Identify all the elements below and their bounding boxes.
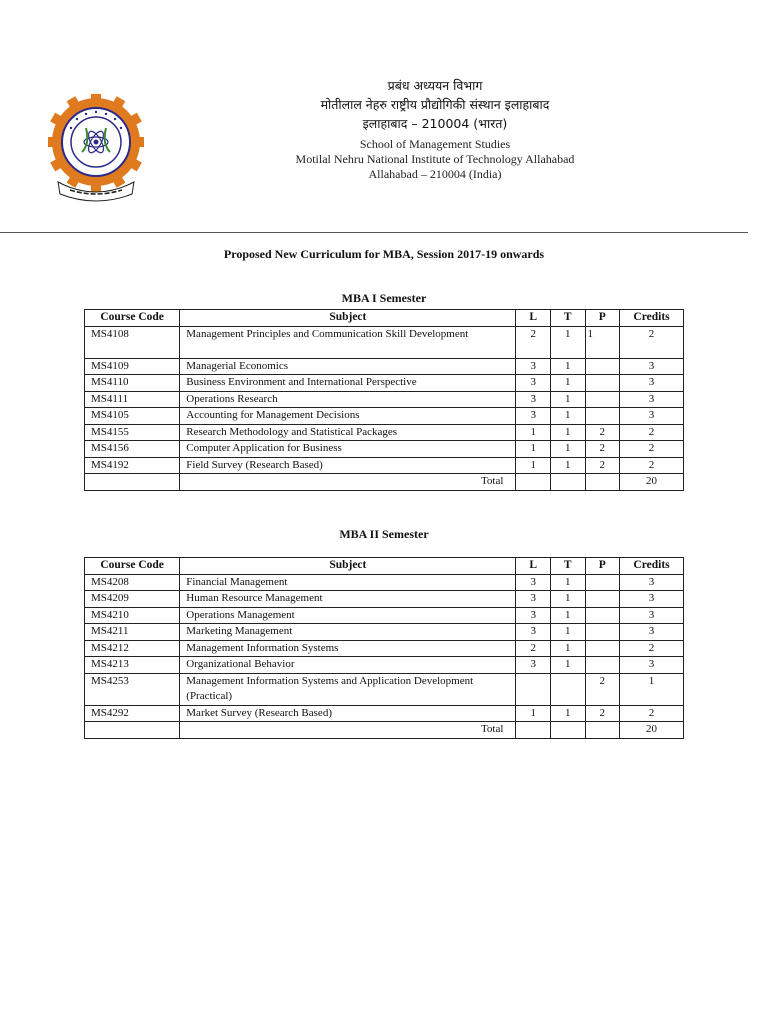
- semester-2-title: MBA II Semester: [339, 527, 429, 541]
- table-row: [85, 574, 684, 591]
- school-name: School of Management Studies: [359, 137, 511, 151]
- empty-cell: [585, 474, 620, 491]
- practical-hours: [585, 657, 620, 674]
- tutorial-hours: 1: [550, 358, 585, 375]
- empty-cell: [516, 474, 551, 491]
- column-header: L: [516, 558, 551, 575]
- course-subject: Business Environment and International Perspective: [180, 375, 516, 392]
- letterhead: [0, 0, 768, 232]
- course-subject: Accounting for Management Decisions: [180, 408, 516, 425]
- empty-cell: [85, 722, 180, 739]
- practical-hours: 2: [585, 441, 620, 458]
- table-row: [85, 673, 684, 705]
- table-row: [85, 657, 684, 674]
- course-subject: Market Survey (Research Based): [180, 705, 516, 722]
- credits: 3: [620, 358, 684, 375]
- total-row: [85, 474, 684, 491]
- credits: 3: [620, 607, 684, 624]
- column-header: Course Code: [85, 558, 180, 575]
- empty-cell: [550, 474, 585, 491]
- table-row: [85, 358, 684, 375]
- column-header: T: [550, 558, 585, 575]
- tutorial-hours: 1: [550, 441, 585, 458]
- credits: 2: [620, 441, 684, 458]
- lecture-hours: 2: [516, 326, 551, 358]
- credits: 2: [620, 640, 684, 657]
- tutorial-hours: 1: [550, 591, 585, 608]
- course-code: MS4110: [85, 375, 180, 392]
- table-row: [85, 408, 684, 425]
- practical-hours: [585, 391, 620, 408]
- header-divider: [0, 232, 748, 233]
- tutorial-hours: 1: [550, 640, 585, 657]
- lecture-hours: 1: [516, 457, 551, 474]
- empty-cell: [550, 722, 585, 739]
- hindi-address: इलाहाबाद – 210004 (भारत): [362, 116, 508, 131]
- course-subject: Marketing Management: [180, 624, 516, 641]
- practical-hours: 2: [585, 705, 620, 722]
- lecture-hours: 3: [516, 657, 551, 674]
- lecture-hours: 3: [516, 391, 551, 408]
- practical-hours: 2: [585, 424, 620, 441]
- column-header: Subject: [180, 310, 516, 327]
- lecture-hours: 3: [516, 408, 551, 425]
- course-subject: Financial Management: [180, 574, 516, 591]
- tutorial-hours: 1: [550, 457, 585, 474]
- course-code: MS4212: [85, 640, 180, 657]
- lecture-hours: 2: [516, 640, 551, 657]
- table-row: [85, 375, 684, 392]
- tutorial-hours: 1: [550, 391, 585, 408]
- lecture-hours: 3: [516, 607, 551, 624]
- course-code: MS4111: [85, 391, 180, 408]
- course-subject: Management Information Systems and Application Development (Practical): [180, 673, 516, 705]
- table-row: [85, 640, 684, 657]
- course-code: MS4156: [85, 441, 180, 458]
- practical-hours: [585, 358, 620, 375]
- credits: 3: [620, 624, 684, 641]
- practical-hours: 1: [585, 326, 620, 358]
- course-subject: Field Survey (Research Based): [180, 457, 516, 474]
- course-code: MS4209: [85, 591, 180, 608]
- table-header-row: [85, 558, 684, 575]
- tutorial-hours: 1: [550, 408, 585, 425]
- lecture-hours: 3: [516, 574, 551, 591]
- lecture-hours: 1: [516, 424, 551, 441]
- tutorial-hours: 1: [550, 705, 585, 722]
- credits: 1: [620, 673, 684, 705]
- credits: 3: [620, 408, 684, 425]
- table-row: [85, 441, 684, 458]
- table-row: [85, 624, 684, 641]
- table-row: [85, 591, 684, 608]
- column-header: Credits: [620, 558, 684, 575]
- tutorial-hours: 1: [550, 326, 585, 358]
- hindi-institute-name: मोतीलाल नेहरु राष्ट्रीय प्रौद्योगिकी संस्थान इलाहाबाद: [320, 97, 550, 112]
- practical-hours: 2: [585, 673, 620, 705]
- course-code: MS4155: [85, 424, 180, 441]
- course-code: MS4108: [85, 326, 180, 358]
- course-subject: Management Information Systems: [180, 640, 516, 657]
- tutorial-hours: 1: [550, 607, 585, 624]
- practical-hours: [585, 574, 620, 591]
- total-credits: 20: [620, 474, 684, 491]
- semester-2-table: [84, 557, 684, 739]
- credits: 2: [620, 424, 684, 441]
- empty-cell: [85, 474, 180, 491]
- table-header-row: [85, 310, 684, 327]
- total-label: Total: [180, 474, 516, 491]
- course-subject: Operations Management: [180, 607, 516, 624]
- course-code: MS4105: [85, 408, 180, 425]
- table-row: [85, 391, 684, 408]
- column-header: P: [585, 558, 620, 575]
- lecture-hours: 3: [516, 358, 551, 375]
- course-subject: Management Principles and Communication Skill Development: [180, 326, 516, 358]
- institute-address: Allahabad – 210004 (India): [368, 167, 502, 181]
- total-row: [85, 722, 684, 739]
- practical-hours: [585, 624, 620, 641]
- credits: 3: [620, 591, 684, 608]
- course-code: MS4210: [85, 607, 180, 624]
- credits: 3: [620, 375, 684, 392]
- practical-hours: [585, 640, 620, 657]
- hindi-dept-name: प्रबंध अध्ययन विभाग: [387, 78, 483, 93]
- lecture-hours: 3: [516, 624, 551, 641]
- practical-hours: [585, 375, 620, 392]
- semester-1-table: [84, 309, 684, 491]
- column-header: P: [585, 310, 620, 327]
- semester-1-title: MBA I Semester: [341, 291, 427, 305]
- course-subject: Computer Application for Business: [180, 441, 516, 458]
- lecture-hours: 1: [516, 441, 551, 458]
- tutorial-hours: 1: [550, 375, 585, 392]
- practical-hours: [585, 408, 620, 425]
- column-header: T: [550, 310, 585, 327]
- table-row: [85, 326, 684, 358]
- lecture-hours: 1: [516, 705, 551, 722]
- course-code: MS4292: [85, 705, 180, 722]
- credits: 3: [620, 574, 684, 591]
- tutorial-hours: 1: [550, 624, 585, 641]
- document-title: Proposed New Curriculum for MBA, Session 2017-19 onwards: [223, 247, 545, 261]
- column-header: Subject: [180, 558, 516, 575]
- practical-hours: [585, 607, 620, 624]
- column-header: Credits: [620, 310, 684, 327]
- course-code: MS4253: [85, 673, 180, 705]
- lecture-hours: 3: [516, 591, 551, 608]
- course-code: MS4213: [85, 657, 180, 674]
- column-header: L: [516, 310, 551, 327]
- course-code: MS4192: [85, 457, 180, 474]
- course-code: MS4208: [85, 574, 180, 591]
- practical-hours: [585, 591, 620, 608]
- course-subject: Human Resource Management: [180, 591, 516, 608]
- credits: 2: [620, 457, 684, 474]
- table-row: [85, 424, 684, 441]
- tutorial-hours: 1: [550, 657, 585, 674]
- credits: 2: [620, 705, 684, 722]
- credits: 2: [620, 326, 684, 358]
- course-code: MS4211: [85, 624, 180, 641]
- total-credits: 20: [620, 722, 684, 739]
- credits: 3: [620, 391, 684, 408]
- institute-name: Motilal Nehru National Institute of Technology Allahabad: [295, 152, 575, 166]
- course-subject: Research Methodology and Statistical Packages: [180, 424, 516, 441]
- course-subject: Managerial Economics: [180, 358, 516, 375]
- practical-hours: 2: [585, 457, 620, 474]
- empty-cell: [585, 722, 620, 739]
- total-label: Total: [180, 722, 516, 739]
- course-subject: Organizational Behavior: [180, 657, 516, 674]
- credits: 3: [620, 657, 684, 674]
- table-row: [85, 705, 684, 722]
- tutorial-hours: 1: [550, 574, 585, 591]
- lecture-hours: 3: [516, 375, 551, 392]
- empty-cell: [516, 722, 551, 739]
- lecture-hours: [516, 673, 551, 705]
- institute-logo: [48, 94, 144, 204]
- table-row: [85, 607, 684, 624]
- column-header: Course Code: [85, 310, 180, 327]
- table-row: [85, 457, 684, 474]
- tutorial-hours: 1: [550, 424, 585, 441]
- tutorial-hours: [550, 673, 585, 705]
- course-subject: Operations Research: [180, 391, 516, 408]
- course-code: MS4109: [85, 358, 180, 375]
